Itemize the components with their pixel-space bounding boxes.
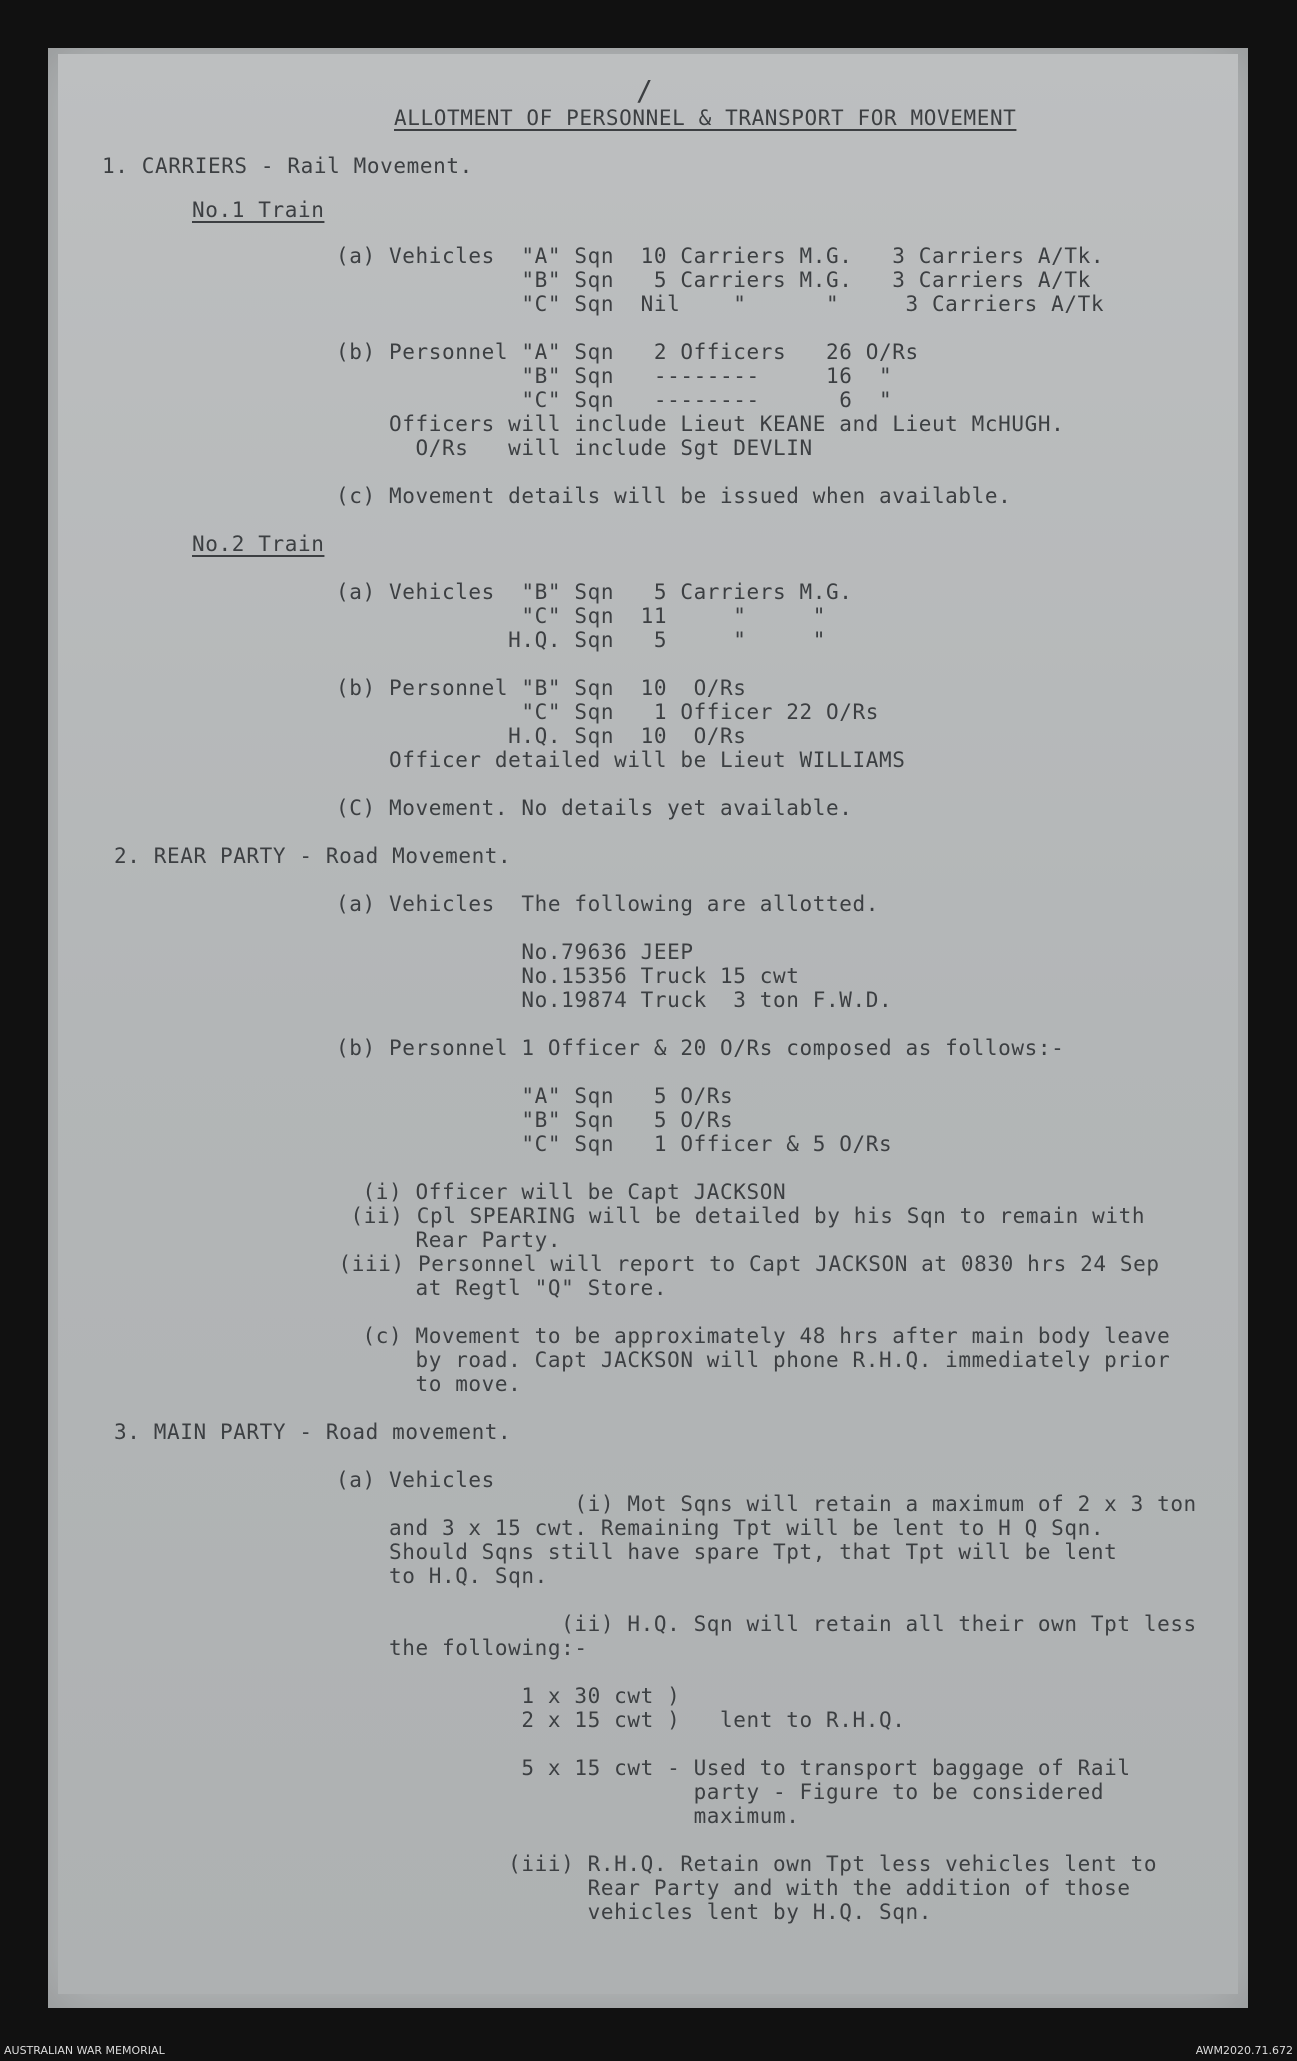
text-line: H.Q. Sqn 5 " ": [336, 628, 826, 652]
text-line: No.15356 Truck 15 cwt: [336, 964, 800, 988]
text-line: Should Sqns still have spare Tpt, that Tpt will be lent: [336, 1540, 1118, 1564]
text-line: O/Rs will include Sgt DEVLIN: [336, 436, 813, 460]
text-line: by road. Capt JACKSON will phone R.H.Q. immediately prior: [336, 1348, 1171, 1372]
text-line: "B" Sqn -------- 16 ": [336, 364, 893, 388]
text-line: 2 x 15 cwt ) lent to R.H.Q.: [336, 1708, 906, 1732]
footer-credit: AUSTRALIAN WAR MEMORIAL: [4, 2044, 165, 2057]
text-line: (iii) Personnel will report to Capt JACKSON at 0830 hrs 24 Sep: [312, 1252, 1160, 1276]
text-line: 1. CARRIERS - Rail Movement.: [102, 154, 473, 178]
text-line: (i) Mot Sqns will retain a maximum of 2 x 3 ton: [336, 1492, 1197, 1516]
text-line: (c) Movement details will be issued when available.: [336, 484, 1012, 508]
text-line: (C) Movement. No details yet available.: [336, 796, 853, 820]
text-line: "A" Sqn 5 O/Rs: [336, 1084, 734, 1108]
text-line: (b) Personnel 1 Officer & 20 O/Rs composed as follows:-: [336, 1036, 1065, 1060]
text-line: Rear Party and with the addition of those: [336, 1876, 1131, 1900]
text-line: 1 x 30 cwt ): [336, 1684, 681, 1708]
text-line: "B" Sqn 5 O/Rs: [336, 1108, 734, 1132]
text-line: Rear Party.: [336, 1228, 562, 1252]
text-line: (a) Vehicles "A" Sqn 10 Carriers M.G. 3 Carriers A/Tk.: [336, 244, 1105, 268]
text-line: party - Figure to be considered: [336, 1780, 1105, 1804]
text-line: "C" Sqn 11 " ": [336, 604, 826, 628]
text-line: "C" Sqn -------- 6 ": [336, 388, 893, 412]
text-line: (iii) R.H.Q. Retain own Tpt less vehicles lent to: [336, 1852, 1158, 1876]
text-line: (b) Personnel "A" Sqn 2 Officers 26 O/Rs: [336, 340, 919, 364]
text-line: the following:-: [336, 1636, 588, 1660]
typed-sheet: [58, 54, 1238, 1994]
text-line: (a) Vehicles: [336, 1468, 495, 1492]
text-line: H.Q. Sqn 10 O/Rs: [336, 724, 747, 748]
text-line: (b) Personnel "B" Sqn 10 O/Rs: [336, 676, 747, 700]
page-mark: /: [636, 74, 653, 107]
text-line: (i) Officer will be Capt JACKSON: [336, 1180, 787, 1204]
text-line: and 3 x 15 cwt. Remaining Tpt will be lent to H Q Sqn.: [336, 1516, 1105, 1540]
text-line: to H.Q. Sqn.: [336, 1564, 548, 1588]
text-line: "C" Sqn Nil " " 3 Carriers A/Tk: [336, 292, 1105, 316]
text-line: Officer detailed will be Lieut WILLIAMS: [336, 748, 906, 772]
section-subheading: No.2 Train: [192, 532, 325, 556]
text-line: (a) Vehicles The following are allotted.: [336, 892, 879, 916]
text-line: (ii) H.Q. Sqn will retain all their own Tpt less: [336, 1612, 1197, 1636]
text-line: "B" Sqn 5 Carriers M.G. 3 Carriers A/Tk: [336, 268, 1091, 292]
document-title: ALLOTMENT OF PERSONNEL & TRANSPORT FOR MOVEMENT: [394, 106, 1017, 130]
text-line: at Regtl "Q" Store.: [336, 1276, 668, 1300]
text-line: "C" Sqn 1 Officer 22 O/Rs: [336, 700, 879, 724]
text-line: "C" Sqn 1 Officer & 5 O/Rs: [336, 1132, 893, 1156]
text-line: maximum.: [336, 1804, 800, 1828]
section-subheading: No.1 Train: [192, 198, 325, 222]
text-line: (a) Vehicles "B" Sqn 5 Carriers M.G.: [336, 580, 853, 604]
footer-accession-number: AWM2020.71.672: [1195, 2044, 1293, 2057]
text-line: (c) Movement to be approximately 48 hrs after main body leave: [336, 1324, 1171, 1348]
text-line: No.79636 JEEP: [336, 940, 694, 964]
text-line: 3. MAIN PARTY - Road movement.: [114, 1420, 512, 1444]
text-line: Officers will include Lieut KEANE and Lieut McHUGH.: [336, 412, 1065, 436]
text-line: (ii) Cpl SPEARING will be detailed by his Sqn to remain with: [324, 1204, 1146, 1228]
document-page: [48, 48, 1248, 2008]
text-line: 2. REAR PARTY - Road Movement.: [114, 844, 512, 868]
text-line: vehicles lent by H.Q. Sqn.: [336, 1900, 932, 1924]
text-line: to move.: [336, 1372, 522, 1396]
text-line: 5 x 15 cwt - Used to transport baggage of Rail: [336, 1756, 1131, 1780]
text-line: No.19874 Truck 3 ton F.W.D.: [336, 988, 893, 1012]
